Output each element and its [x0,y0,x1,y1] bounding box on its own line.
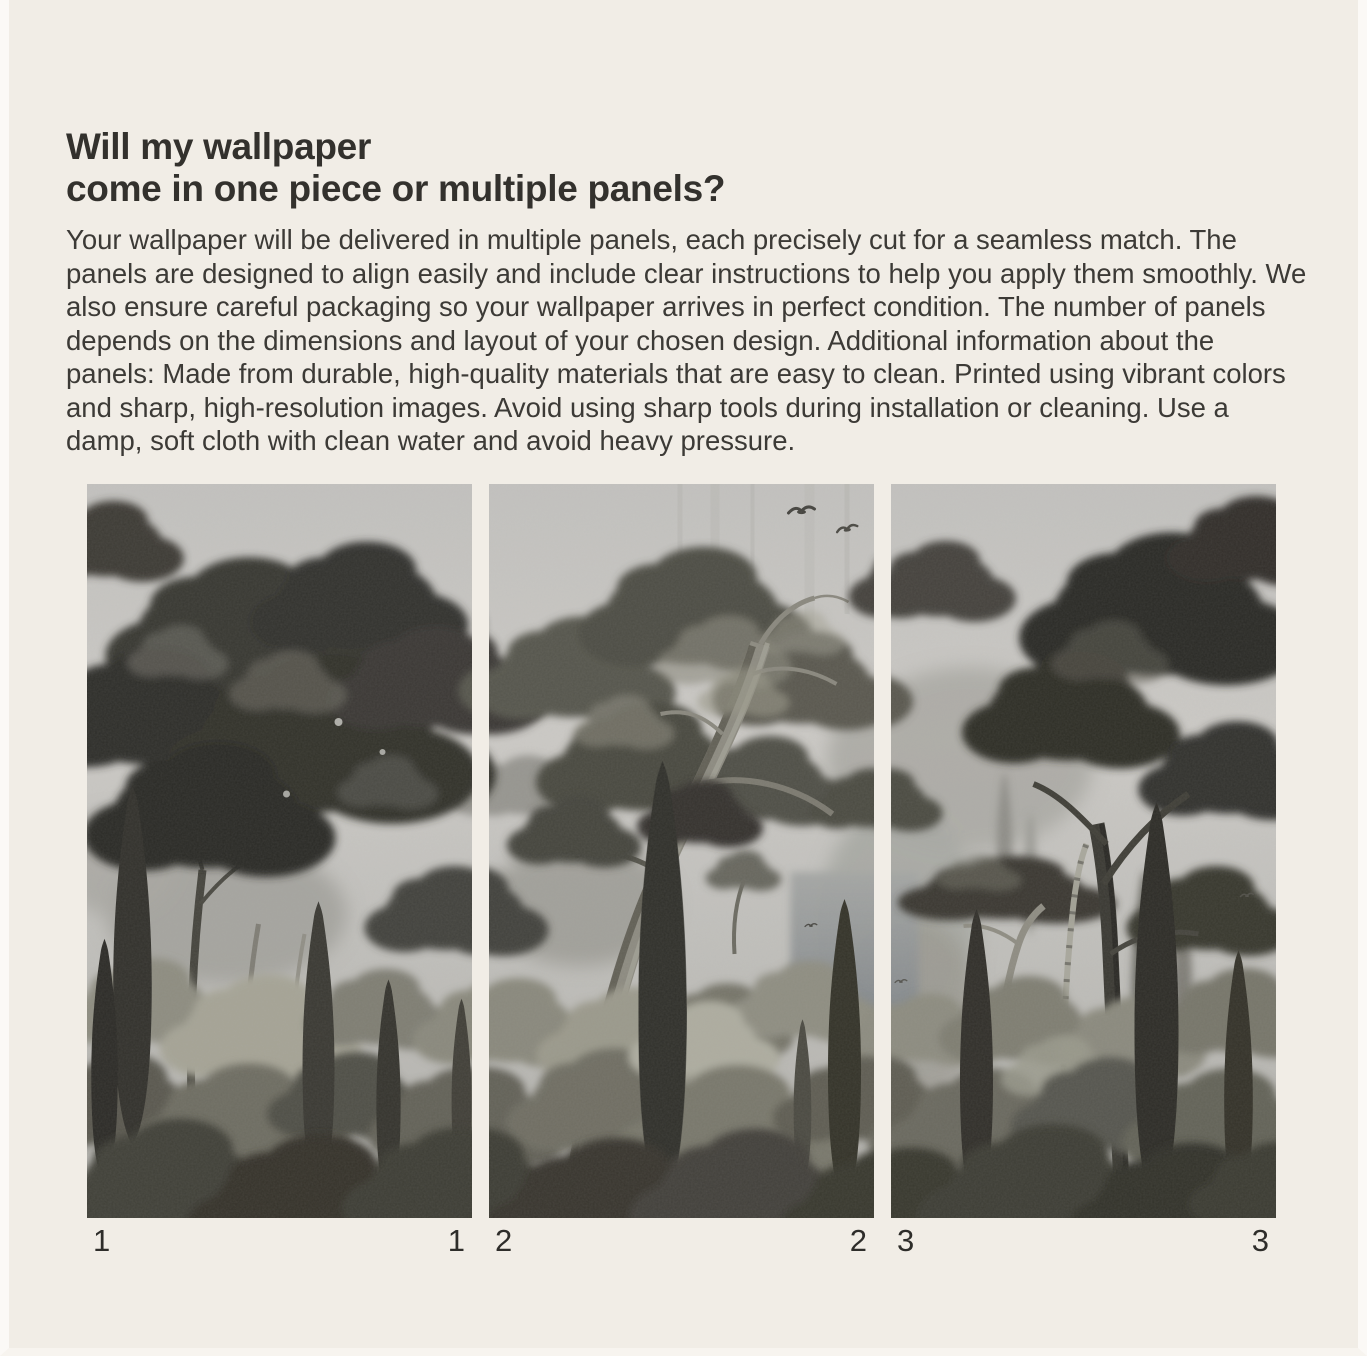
panel-1-right-number: 1 [447,1223,465,1258]
wallpaper-panel-3 [891,484,1276,1261]
wallpaper-panels-row [87,484,1277,1261]
page-title [66,126,1316,210]
page-title-line-2: come in one piece or multiple panels? [66,168,726,209]
panel-1-left-number: 1 [93,1223,111,1258]
panel-1-labels [87,1221,472,1261]
panel-3-right-number: 3 [1251,1223,1269,1258]
wallpaper-panel-3-image [891,484,1276,1218]
faq-section [66,0,1316,458]
wallpaper-panel-1 [87,484,472,1261]
page-title-line-1: Will my wallpaper [66,126,372,167]
panel-3-left-number: 3 [897,1223,915,1258]
wallpaper-panel-2 [489,484,874,1261]
panel-2-left-number: 2 [495,1223,513,1258]
wallpaper-panel-1-image [87,484,472,1218]
faq-body-text: Your wallpaper will be delivered in multiple panels, each precisely cut for a seamless match. The panels are designed to align easily and include clear instructions to help you apply them smoothly. We also ensure careful packaging so your wallpaper arrives in perfect condition. The number of panels depends on the dimensions and layout of your chosen design. Additional information about the panels: Made from durable, high-quality materials that are easy to clean. Printed using vibrant colors and sharp, high-resolution images. Avoid using sharp tools during installation or cleaning. Use a damp, soft cloth with clean water and avoid heavy pressure. [66,224,1307,456]
panel-2-labels [489,1221,874,1261]
panel-3-labels [891,1221,1276,1261]
wallpaper-panel-2-image [489,484,874,1218]
panel-2-right-number: 2 [849,1223,867,1258]
